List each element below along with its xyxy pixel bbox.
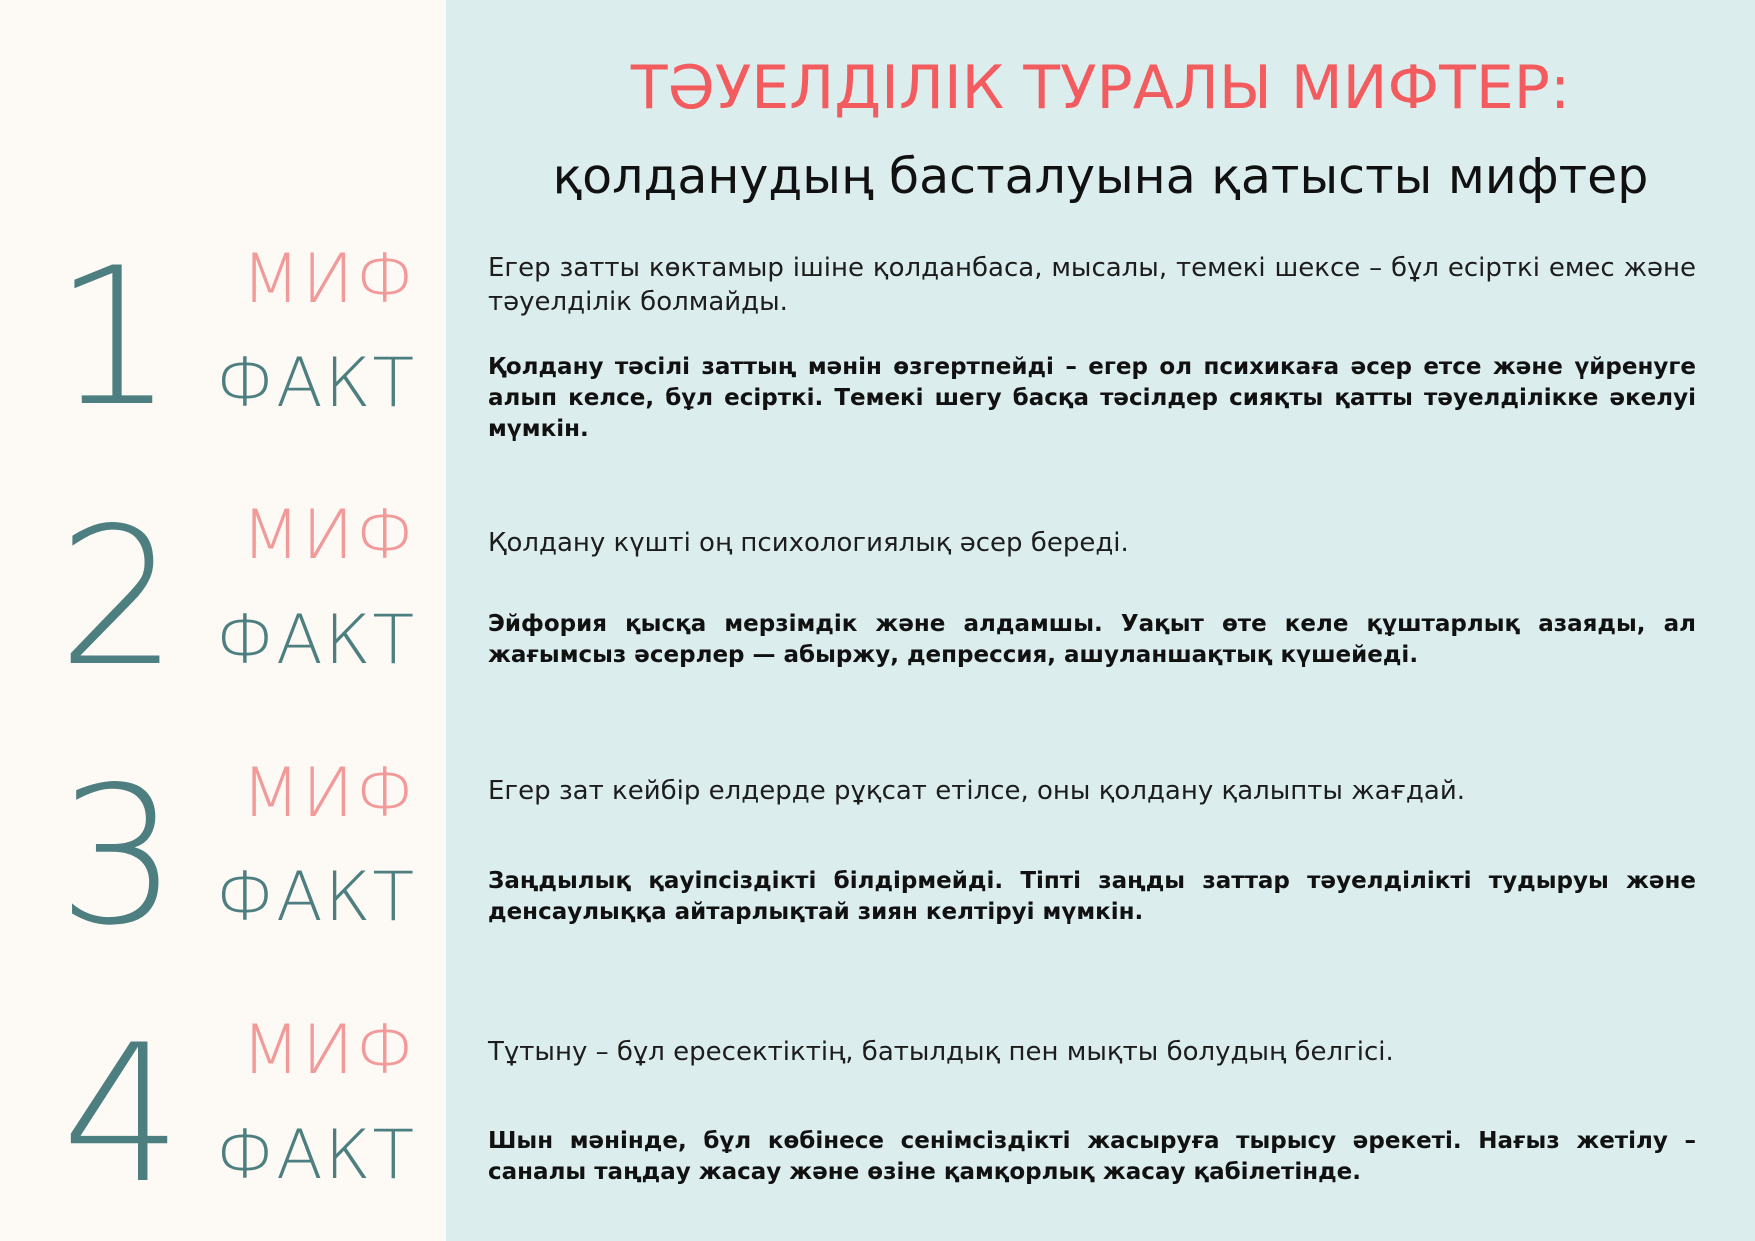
item-number: 1	[53, 227, 175, 448]
item-number: 2	[57, 487, 179, 708]
fact-text: Эйфория қысқа мерзімдік және алдамшы. Уақыт өте келе құштарлық азаяды, ал жағымсыз әсерлер — абыржу, депрессия, ашуланшақтық күшейеді.	[488, 611, 1696, 668]
myth-text: Тұтыну – бұл ересектіктің, батылдық пен мықты болудың белгісі.	[488, 1037, 1394, 1067]
myth-text: Егер затты көктамыр ішіне қолданбаса, мысалы, темекі шексе – бұл есірткі емес және тәуелділік болмайды.	[488, 253, 1696, 317]
fact-label: ФАКТ	[215, 1116, 416, 1195]
myth-label: МИФ	[241, 1011, 416, 1090]
item-number: 3	[57, 746, 179, 967]
fact-text: Заңдылық қауіпсіздікті білдірмейді. Тіпті заңды заттар тәуелділікті тудыруы және денсаулыққа айтарлықтай зиян келтіруі мүмкін.	[488, 868, 1696, 925]
fact-label: ФАКТ	[215, 858, 416, 937]
fact-text: Қолдану тәсілі заттың мәнін өзгертпейді – егер ол психикаға әсер етсе және үйренуге алып келсе, бұл есірткі. Темекі шегу басқа тәсілдер сияқты қатты тәуелділікке әкелуі мүмкін.	[488, 354, 1696, 442]
page-subtitle: қолданудың басталуына қатысты мифтер	[552, 148, 1649, 205]
page-title: ТӘУЕЛДІЛІК ТУРАЛЫ МИФТЕР:	[630, 53, 1571, 123]
fact-label: ФАКТ	[215, 601, 416, 680]
fact-label: ФАКТ	[215, 344, 416, 423]
myth-label: МИФ	[241, 754, 416, 833]
myth-label: МИФ	[241, 496, 416, 575]
myth-text: Егер зат кейбір елдерде рұқсат етілсе, оны қолдану қалыпты жағдай.	[488, 776, 1465, 806]
fact-text: Шын мәнінде, бұл көбінесе сенімсіздікті жасыруға тырысу әрекеті. Нағыз жетілу – саналы таңдау жасау және өзіне қамқорлық жасау қабілетінде.	[488, 1128, 1696, 1185]
myth-label: МИФ	[241, 240, 416, 319]
myth-text: Қолдану күшті оң психологиялық әсер береді.	[488, 528, 1129, 558]
item-number: 4	[61, 1004, 183, 1225]
